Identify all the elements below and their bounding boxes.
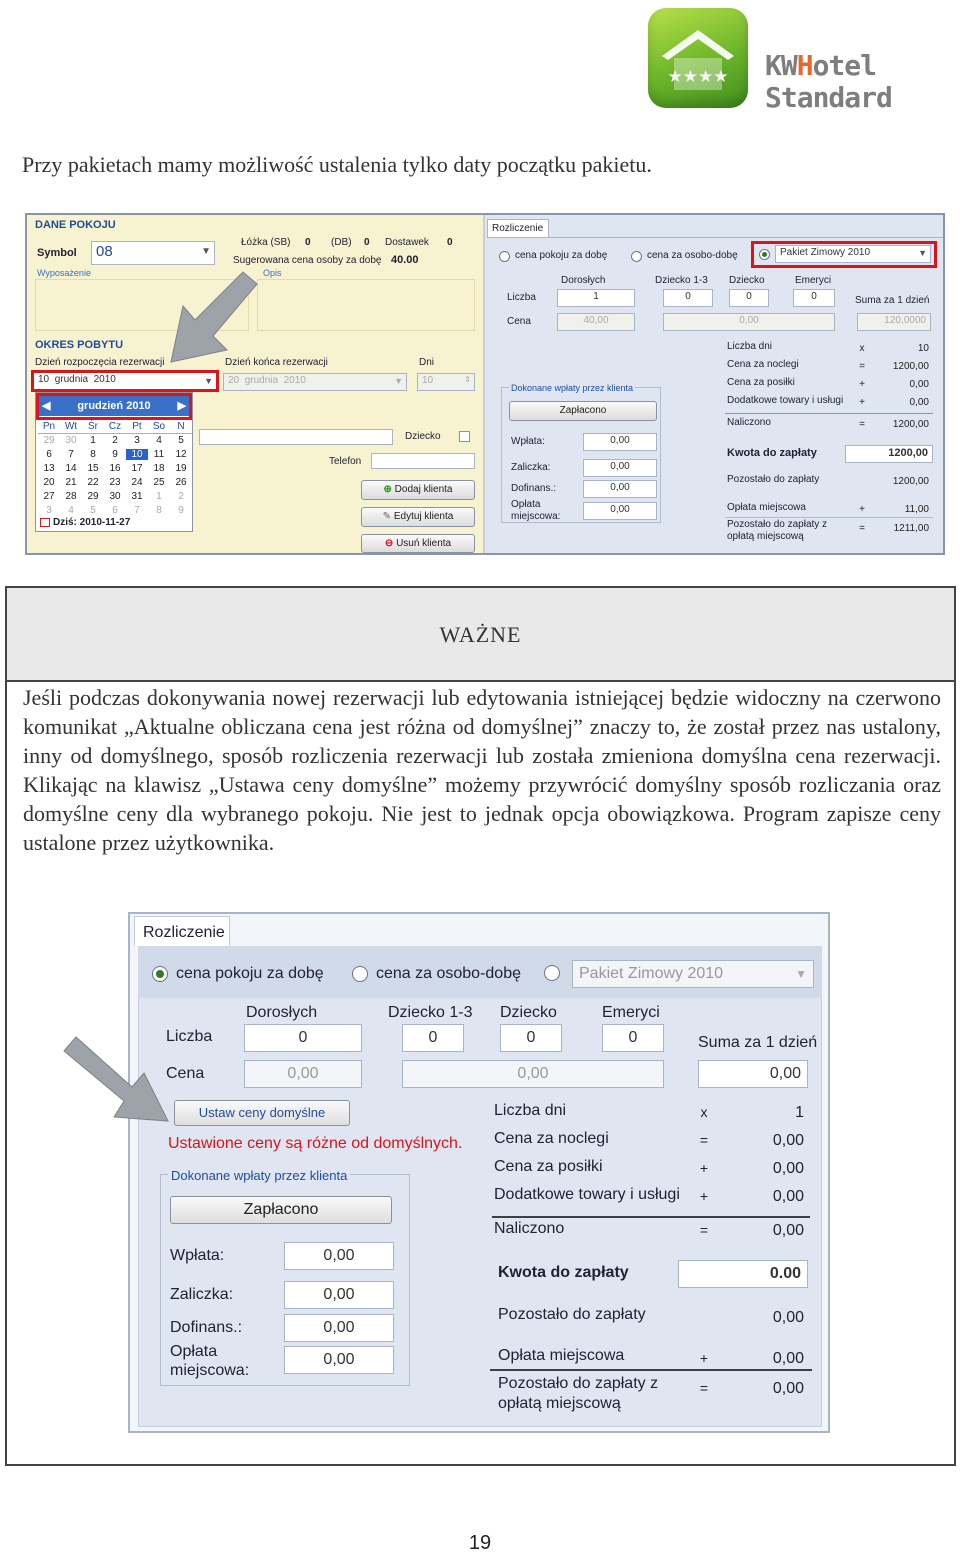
- calendar-weekday: Pt: [132, 421, 142, 432]
- calendar-day[interactable]: 5: [90, 505, 96, 516]
- header-seniors: Emeryci: [795, 275, 832, 286]
- beds-sb-label: Łóżka (SB): [241, 237, 291, 248]
- remove-client-button[interactable]: [361, 534, 475, 553]
- room-and-stay-pane: [27, 215, 485, 553]
- remaining-fee-label: Pozostało do zapłaty z opłatą miejscową: [727, 519, 828, 542]
- start-month: grudnia: [54, 374, 89, 385]
- summary-value: 0,00: [909, 379, 929, 390]
- price-other-input[interactable]: 0,00: [402, 1060, 664, 1088]
- calendar-day[interactable]: 9: [178, 505, 184, 516]
- calendar-day[interactable]: 12: [175, 449, 187, 460]
- calendar-day[interactable]: 23: [109, 477, 121, 488]
- calendar-day[interactable]: 29: [43, 435, 55, 446]
- price-other-input[interactable]: 0,00: [663, 313, 835, 331]
- summary-value: 0,00: [772, 1160, 804, 1177]
- paid-button[interactable]: Zapłacono: [170, 1196, 392, 1224]
- payment-label-subsidy: Dofinans.:: [511, 483, 557, 494]
- calendar-popup: [35, 392, 193, 532]
- calendar-day[interactable]: 19: [175, 463, 187, 474]
- summary-divider: [490, 1369, 812, 1371]
- edit-client-label: Edytuj klienta: [393, 511, 454, 522]
- chevron-down-icon: ▼: [918, 248, 927, 258]
- header-seniors: Emeryci: [602, 1004, 660, 1021]
- calendar-day[interactable]: 20: [43, 477, 55, 488]
- summary-label: Liczba dni: [494, 1102, 567, 1119]
- calendar-day[interactable]: 9: [112, 449, 118, 460]
- calendar-day[interactable]: 6: [112, 505, 118, 516]
- logo-icon: [648, 8, 748, 108]
- calendar-weekday: Pn: [42, 421, 56, 432]
- stay-section-title: OKRES POBYTU: [35, 339, 124, 351]
- calendar-day[interactable]: 7: [68, 449, 74, 460]
- start-day: 10: [38, 374, 50, 385]
- extra-beds-value: 0: [447, 237, 453, 248]
- payment-label-advance: Zaliczka:: [170, 1286, 234, 1303]
- calendar-day[interactable]: 3: [134, 435, 140, 446]
- qty-child-1-3-input[interactable]: 0: [663, 289, 713, 307]
- calendar-day[interactable]: 30: [109, 491, 121, 502]
- calendar-day[interactable]: 31: [131, 491, 143, 502]
- summary-divider: [492, 1216, 810, 1218]
- remaining-label: Pozostało do zapłaty: [727, 474, 820, 485]
- calendar-day[interactable]: 8: [90, 449, 96, 460]
- symbol-label: Symbol: [37, 247, 77, 259]
- price-label: Cena: [507, 316, 531, 327]
- payment-label-local-fee: Opłata miejscowa:: [170, 1343, 250, 1379]
- radio-person-price[interactable]: [631, 251, 642, 262]
- page-number: 19: [468, 1532, 492, 1554]
- today-marker-icon: [40, 518, 50, 527]
- calendar-day[interactable]: 6: [46, 449, 52, 460]
- day-sum-label: Suma za 1 dzień: [698, 1034, 818, 1051]
- phone-label: Telefon: [329, 456, 362, 467]
- summary-label: Naliczono: [494, 1220, 565, 1237]
- calendar-divider: [38, 433, 192, 434]
- summary-operator: =: [859, 361, 865, 372]
- summary-label: Dodatkowe towary i usługi: [727, 395, 844, 406]
- calendar-day[interactable]: 1: [90, 435, 96, 446]
- payment-label-subsidy: Dofinans.:: [170, 1319, 243, 1336]
- billing-pane: [487, 215, 943, 553]
- day-sum-input: 0,00: [698, 1060, 808, 1088]
- calendar-day[interactable]: 22: [87, 477, 99, 488]
- remaining-value: 0,00: [772, 1309, 804, 1326]
- pointer-arrow-icon: [62, 1035, 172, 1127]
- calendar-day[interactable]: 3: [46, 505, 52, 516]
- calendar-day[interactable]: 27: [43, 491, 55, 502]
- local-fee-value: 0,00: [772, 1350, 804, 1367]
- remaining-fee-value: 0,00: [772, 1380, 804, 1397]
- calendar-day[interactable]: 18: [153, 463, 165, 474]
- calendar-day[interactable]: 16: [109, 463, 121, 474]
- radio-package[interactable]: [544, 965, 560, 981]
- description-box[interactable]: [257, 279, 475, 331]
- remove-icon: ⊖: [384, 538, 394, 549]
- qty-adults-input[interactable]: 0: [244, 1024, 362, 1052]
- local-fee-op: +: [859, 504, 865, 515]
- summary-value: 0,00: [772, 1132, 804, 1149]
- calendar-day[interactable]: 29: [87, 491, 99, 502]
- payments-title: Dokonane wpłaty przez klienta: [511, 383, 634, 393]
- summary-value: 1200,00: [892, 361, 929, 372]
- chevron-down-icon: ▼: [795, 967, 807, 981]
- summary-operator: +: [859, 397, 865, 408]
- calendar-selected-day[interactable]: 10: [126, 449, 148, 460]
- important-note-text: Jeśli podczas dokonywania nowej rezerwacji lub edytowania istniejącej będzie widoczny na czerwono komunikat „Aktualne obliczana cena jest różna od domyślnej” znaczy to, że został przez nas ustalony, inny od domyślnego, sposób rozliczenia rezerwacji lub została zmieniona domyślna cena rezerwacji. Klikając na klawisz „Ustawa ceny domyślne” możemy przywrócić domyślny sposób rozliczania oraz domyślne ceny dla wybranego pokoju. Nie jest to jednak opcja obowiązkowa. Program zapisze ceny ustalone przez użytkownika.: [23, 685, 941, 855]
- calendar-day[interactable]: 21: [65, 477, 77, 488]
- summary-operator: =: [699, 1132, 709, 1148]
- qty-seniors-input[interactable]: 0: [602, 1024, 664, 1052]
- price-adults-input[interactable]: 40,00: [557, 313, 635, 331]
- radio-room-price-label: cena pokoju za dobę: [176, 965, 324, 982]
- end-date-label: Dzień końca rezerwacji: [225, 357, 328, 368]
- summary-label: Cena za noclegi: [494, 1130, 609, 1147]
- header-adults: Dorosłych: [561, 275, 606, 286]
- start-date-label: Dzień rozpoczęcia rezerwacji: [35, 357, 165, 368]
- payment-advance-input[interactable]: 0,00: [284, 1281, 394, 1309]
- edit-client-button[interactable]: [361, 507, 475, 527]
- radio-person-price-label: cena za osobo-dobę: [647, 250, 738, 261]
- remaining-fee-label: Pozostało do zapłaty z opłatą miejscową: [498, 1375, 659, 1412]
- summary-operator: x: [700, 1104, 708, 1120]
- calendar-day[interactable]: 13: [43, 463, 55, 474]
- days-value: 10: [422, 375, 434, 386]
- remaining-fee-op: =: [699, 1380, 709, 1396]
- chevron-down-icon: ▼: [204, 376, 213, 386]
- end-day: 20: [228, 375, 240, 386]
- header-adults: Dorosłych: [246, 1004, 318, 1021]
- payment-local-fee-input[interactable]: 0,00: [284, 1346, 394, 1374]
- summary-list: [725, 341, 933, 451]
- qty-seniors-input[interactable]: 0: [793, 289, 835, 307]
- calendar-prev-icon[interactable]: ◀: [42, 400, 51, 412]
- calendar-day[interactable]: 26: [175, 477, 187, 488]
- calendar-day[interactable]: 4: [156, 435, 162, 446]
- intro-paragraph: Przy pakietach mamy możliwość ustalenia tylko daty początku pakietu.: [22, 152, 652, 177]
- due-input: 0.00: [678, 1260, 808, 1288]
- calendar-weekday: Śr: [88, 421, 98, 432]
- billing-screenshot: [128, 912, 830, 1433]
- package-value: Pakiet Zimowy 2010: [780, 247, 871, 258]
- local-fee-label: Opłata miejscowa: [727, 502, 806, 513]
- today-text: Dziś: 2010-11-27: [53, 517, 131, 528]
- important-note-title: WAŻNE: [7, 588, 954, 682]
- suggested-price-value: 40.00: [391, 254, 419, 266]
- calendar-day[interactable]: 1: [156, 491, 162, 502]
- summary-operator: x: [859, 343, 865, 354]
- qty-label: Liczba: [166, 1028, 213, 1045]
- spinner-icon: ⇕: [464, 375, 471, 384]
- room-section-title: DANE POKOJU: [35, 219, 116, 231]
- chevron-down-icon: ▼: [394, 376, 403, 386]
- calendar-grid: [38, 421, 192, 517]
- paid-button[interactable]: Zapłacono: [509, 401, 657, 421]
- child-label: Dziecko: [405, 431, 441, 442]
- local-fee-label: Opłata miejscowa: [498, 1347, 625, 1364]
- summary-value: 10: [917, 343, 929, 354]
- payment-subsidy-input[interactable]: 0,00: [583, 480, 657, 498]
- calendar-day[interactable]: 5: [178, 435, 184, 446]
- payments-title: Dokonane wpłaty przez klienta: [168, 1168, 350, 1183]
- summary-value: 0,00: [772, 1222, 804, 1239]
- calendar-day[interactable]: 7: [134, 505, 140, 516]
- summary-label: Cena za noclegi: [727, 359, 799, 370]
- beds-db-label: (DB): [331, 237, 352, 248]
- symbol-value: 08: [96, 243, 113, 260]
- radio-room-price-label: cena pokoju za dobę: [515, 250, 608, 261]
- remaining-fee-value: 1211,00: [893, 523, 929, 534]
- local-fee-op: +: [699, 1350, 709, 1366]
- payment-label-deposit: Wpłata:: [511, 436, 545, 447]
- reservation-screenshot: [25, 213, 945, 555]
- header-child-1-3: Dziecko 1-3: [388, 1004, 473, 1021]
- calendar-day[interactable]: 2: [178, 491, 184, 502]
- tab-billing[interactable]: Rozliczenie: [487, 219, 549, 237]
- summary-operator: +: [699, 1188, 709, 1204]
- end-date-picker[interactable]: [223, 373, 407, 391]
- summary-label: Liczba dni: [727, 341, 773, 352]
- summary-label: Naliczono: [727, 417, 771, 428]
- chevron-down-icon: ▼: [201, 246, 211, 257]
- svg-text:★★★★: ★★★★: [667, 67, 729, 87]
- calendar-day[interactable]: 11: [153, 449, 165, 460]
- client-name-input[interactable]: [199, 429, 393, 445]
- payment-local-fee-input[interactable]: 0,00: [583, 502, 657, 520]
- equipment-label: Wyposażenie: [37, 268, 91, 278]
- calendar-weekday: Wt: [64, 421, 78, 432]
- calendar-day[interactable]: 17: [131, 463, 143, 474]
- end-month: grudnia: [244, 375, 279, 386]
- payment-deposit-input[interactable]: 0,00: [284, 1242, 394, 1270]
- local-fee-value: 11,00: [904, 504, 929, 515]
- package-value: Pakiet Zimowy 2010: [579, 965, 724, 982]
- summary-operator: =: [859, 419, 865, 430]
- calendar-day[interactable]: 15: [87, 463, 99, 474]
- calendar-day[interactable]: 25: [153, 477, 165, 488]
- house-logo-icon: [648, 8, 748, 108]
- beds-db-value: 0: [364, 237, 370, 248]
- day-sum-input: 120,0000: [857, 313, 931, 331]
- calendar-day[interactable]: 14: [65, 463, 77, 474]
- end-year: 2010: [283, 375, 306, 386]
- logo-wordmark: KWHotel Standard: [765, 49, 892, 114]
- qty-child-input[interactable]: 0: [500, 1024, 562, 1052]
- payment-advance-input[interactable]: 0,00: [583, 459, 657, 477]
- radio-person-price-label: cena za osobo-dobę: [376, 965, 521, 982]
- qty-label: Liczba: [507, 292, 536, 303]
- remaining-value: 1200,00: [892, 476, 929, 487]
- tab-divider: [487, 237, 943, 238]
- calendar-weekday: Cz: [108, 421, 122, 432]
- calendar-day[interactable]: 4: [68, 505, 74, 516]
- price-label: Cena: [166, 1065, 205, 1082]
- due-input: 1200,00: [845, 445, 933, 463]
- price-adults-input[interactable]: 0,00: [244, 1060, 362, 1088]
- payment-subsidy-input[interactable]: 0,00: [284, 1314, 394, 1342]
- header-child-1-3: Dziecko 1-3: [655, 275, 708, 286]
- summary-label: Cena za posiłki: [727, 377, 795, 388]
- calendar-day[interactable]: 30: [65, 435, 77, 446]
- calendar-day[interactable]: 2: [112, 435, 118, 446]
- summary-divider: [725, 413, 933, 414]
- days-stepper[interactable]: [417, 373, 475, 391]
- qty-child-input[interactable]: 0: [729, 289, 769, 307]
- summary-value: 1: [795, 1104, 804, 1121]
- days-label: Dni: [419, 357, 435, 368]
- radio-person-price[interactable]: [352, 966, 368, 982]
- summary-list: [492, 1102, 810, 1244]
- header-child: Dziecko: [729, 275, 765, 286]
- edit-icon: ✎: [382, 511, 392, 522]
- payment-label-deposit: Wpłata:: [170, 1247, 225, 1264]
- qty-adults-input[interactable]: 1: [557, 289, 635, 307]
- start-year: 2010: [93, 374, 116, 385]
- summary-operator: +: [859, 379, 865, 390]
- calendar-weekday: So: [152, 421, 166, 432]
- suggested-price-label: Sugerowana cena osoby za dobę: [233, 255, 382, 266]
- add-client-button[interactable]: [361, 480, 475, 500]
- package-select[interactable]: [775, 245, 931, 263]
- add-icon: ⊕: [383, 484, 392, 495]
- payment-deposit-input[interactable]: 0,00: [583, 433, 657, 451]
- header-child: Dziecko: [500, 1004, 557, 1021]
- summary-value: 0,00: [772, 1188, 804, 1205]
- symbol-select[interactable]: [91, 241, 215, 265]
- package-select[interactable]: [572, 960, 814, 988]
- summary-value: 0,00: [909, 397, 929, 408]
- add-client-label: Dodaj klienta: [394, 484, 453, 495]
- remaining-fee-op: =: [859, 523, 865, 534]
- different-prices-warning: Ustawione ceny są różne od domyślnych.: [168, 1135, 463, 1152]
- summary-label: Cena za posiłki: [494, 1158, 603, 1175]
- extra-beds-label: Dostawek: [385, 237, 429, 248]
- child-checkbox[interactable]: [459, 431, 470, 442]
- description-label: Opis: [263, 268, 282, 278]
- summary-value: 1200,00: [892, 419, 929, 430]
- payment-label-advance: Zaliczka:: [511, 462, 551, 473]
- calendar-month-title: grudzień 2010: [77, 400, 151, 412]
- summary-label: Dodatkowe towary i usługi: [494, 1186, 680, 1203]
- remaining-label: Pozostało do zapłaty: [498, 1306, 646, 1323]
- due-label: Kwota do zapłaty: [498, 1264, 629, 1281]
- due-label: Kwota do zapłaty: [727, 447, 817, 459]
- summary-divider: [725, 517, 933, 518]
- calendar-header: [39, 396, 189, 416]
- calendar-next-icon[interactable]: ▶: [177, 400, 186, 412]
- tab-billing[interactable]: Rozliczenie: [134, 916, 230, 946]
- summary-operator: +: [699, 1160, 709, 1176]
- radio-room-price[interactable]: [152, 966, 168, 982]
- set-default-prices-button[interactable]: Ustaw ceny domyślne: [174, 1100, 350, 1126]
- phone-input[interactable]: [371, 453, 475, 469]
- calendar-day[interactable]: 24: [131, 477, 143, 488]
- beds-sb-value: 0: [305, 237, 311, 248]
- radio-package[interactable]: [759, 249, 770, 260]
- payment-label-local-fee: Opłata miejscowa:: [511, 499, 561, 522]
- radio-room-price[interactable]: [499, 251, 510, 262]
- day-sum-label: Suma za 1 dzień: [855, 295, 930, 306]
- qty-child-1-3-input[interactable]: 0: [402, 1024, 464, 1052]
- calendar-today[interactable]: [40, 517, 130, 528]
- calendar-day[interactable]: 8: [156, 505, 162, 516]
- calendar-weekday: N: [177, 421, 185, 432]
- start-date-picker[interactable]: [31, 370, 219, 392]
- calendar-day[interactable]: 28: [65, 491, 77, 502]
- remove-client-label: Usuń klienta: [396, 538, 452, 549]
- summary-operator: =: [699, 1222, 709, 1238]
- pointer-arrow-icon: [165, 270, 265, 370]
